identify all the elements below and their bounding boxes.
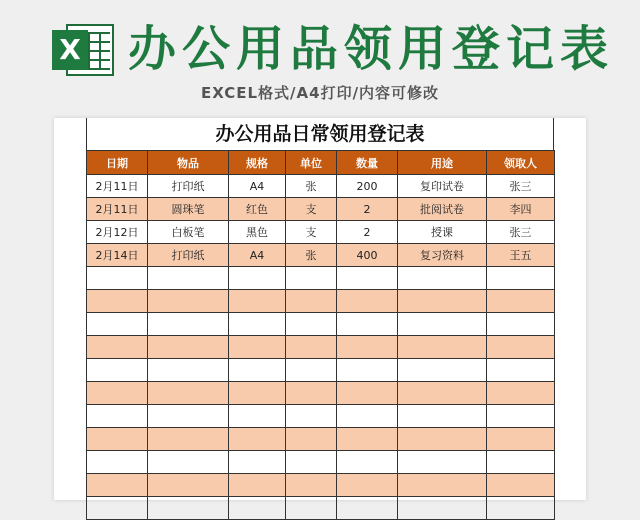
cell-item[interactable] bbox=[148, 405, 229, 428]
table-row bbox=[87, 244, 555, 267]
cell-item[interactable] bbox=[148, 313, 229, 336]
cell-spec[interactable] bbox=[229, 267, 286, 290]
cell-quantity[interactable]: 200 bbox=[337, 175, 398, 198]
table-row bbox=[87, 221, 555, 244]
col-header-recipient[interactable]: 领取人 bbox=[487, 151, 555, 175]
cell-purpose[interactable]: 授课 bbox=[398, 221, 487, 244]
cell-recipient[interactable] bbox=[487, 451, 555, 474]
col-header-spec[interactable]: 规格 bbox=[229, 151, 286, 175]
table-row bbox=[87, 405, 555, 428]
cell-spec[interactable] bbox=[229, 405, 286, 428]
banner bbox=[0, 0, 640, 112]
cell-quantity[interactable] bbox=[337, 359, 398, 382]
cell-date[interactable] bbox=[87, 451, 148, 474]
cell-unit[interactable]: 支 bbox=[286, 221, 337, 244]
cell-item[interactable]: 打印纸 bbox=[148, 244, 229, 267]
cell-item[interactable]: 圆珠笔 bbox=[148, 198, 229, 221]
cell-spec[interactable] bbox=[229, 290, 286, 313]
col-header-date[interactable]: 日期 bbox=[87, 151, 148, 175]
cell-recipient[interactable] bbox=[487, 474, 555, 497]
cell-date[interactable] bbox=[87, 313, 148, 336]
cell-quantity[interactable] bbox=[337, 313, 398, 336]
cell-unit[interactable] bbox=[286, 359, 337, 382]
cell-item[interactable] bbox=[148, 290, 229, 313]
table-row bbox=[87, 313, 555, 336]
cell-unit[interactable]: 张 bbox=[286, 244, 337, 267]
cell-spec[interactable] bbox=[229, 359, 286, 382]
cell-purpose[interactable] bbox=[398, 336, 487, 359]
excel-badge: X bbox=[52, 30, 88, 70]
sheet-title: 办公用品日常领用登记表 bbox=[86, 118, 554, 150]
cell-recipient[interactable] bbox=[487, 336, 555, 359]
cell-quantity[interactable]: 2 bbox=[337, 198, 398, 221]
spreadsheet-page bbox=[54, 118, 586, 500]
cell-spec[interactable] bbox=[229, 474, 286, 497]
cell-recipient[interactable]: 王五 bbox=[487, 244, 555, 267]
cell-unit[interactable] bbox=[286, 290, 337, 313]
cell-unit[interactable] bbox=[286, 313, 337, 336]
cell-recipient[interactable] bbox=[487, 267, 555, 290]
table-row bbox=[87, 290, 555, 313]
cell-date[interactable] bbox=[87, 474, 148, 497]
col-header-unit[interactable]: 单位 bbox=[286, 151, 337, 175]
cell-purpose[interactable]: 复习资料 bbox=[398, 244, 487, 267]
cell-unit[interactable] bbox=[286, 428, 337, 451]
cell-date[interactable] bbox=[87, 336, 148, 359]
col-header-purpose[interactable]: 用途 bbox=[398, 151, 487, 175]
cell-quantity[interactable] bbox=[337, 290, 398, 313]
table-row bbox=[87, 451, 555, 474]
cell-unit[interactable]: 张 bbox=[286, 175, 337, 198]
cell-purpose[interactable] bbox=[398, 267, 487, 290]
cell-unit[interactable] bbox=[286, 474, 337, 497]
cell-recipient[interactable]: 李四 bbox=[487, 198, 555, 221]
cell-unit[interactable] bbox=[286, 336, 337, 359]
cell-purpose[interactable]: 批阅试卷 bbox=[398, 198, 487, 221]
cell-quantity[interactable]: 2 bbox=[337, 221, 398, 244]
cell-spec[interactable]: A4 bbox=[229, 175, 286, 198]
cell-recipient[interactable] bbox=[487, 428, 555, 451]
table-row bbox=[87, 474, 555, 497]
excel-logo-icon bbox=[52, 22, 116, 78]
table-row bbox=[87, 382, 555, 405]
cell-unit[interactable] bbox=[286, 382, 337, 405]
cell-date[interactable]: 2月11日 bbox=[87, 175, 148, 198]
cell-item[interactable] bbox=[148, 474, 229, 497]
cell-purpose[interactable] bbox=[398, 290, 487, 313]
cell-date[interactable] bbox=[87, 290, 148, 313]
cell-purpose[interactable] bbox=[398, 382, 487, 405]
cell-recipient[interactable] bbox=[487, 290, 555, 313]
cell-date[interactable]: 2月12日 bbox=[87, 221, 148, 244]
cell-purpose[interactable]: 复印试卷 bbox=[398, 175, 487, 198]
table-row bbox=[87, 267, 555, 290]
cell-item[interactable] bbox=[148, 382, 229, 405]
cell-quantity[interactable] bbox=[337, 405, 398, 428]
table-row bbox=[87, 428, 555, 451]
cell-item[interactable] bbox=[148, 267, 229, 290]
cell-date[interactable] bbox=[87, 359, 148, 382]
cell-unit[interactable] bbox=[286, 405, 337, 428]
table-row bbox=[87, 336, 555, 359]
cell-date[interactable] bbox=[87, 382, 148, 405]
cell-recipient[interactable] bbox=[487, 405, 555, 428]
cell-purpose[interactable] bbox=[398, 405, 487, 428]
cell-item[interactable] bbox=[148, 451, 229, 474]
cell-quantity[interactable] bbox=[337, 336, 398, 359]
cell-spec[interactable] bbox=[229, 451, 286, 474]
register-table bbox=[86, 150, 555, 520]
header-row bbox=[87, 151, 555, 175]
cell-quantity[interactable] bbox=[337, 451, 398, 474]
cell-quantity[interactable] bbox=[337, 382, 398, 405]
cell-spec[interactable] bbox=[229, 313, 286, 336]
cell-recipient[interactable]: 张三 bbox=[487, 221, 555, 244]
banner-title: 办公用品领用登记表 bbox=[128, 21, 615, 77]
cell-spec[interactable] bbox=[229, 382, 286, 405]
cell-spec[interactable] bbox=[229, 336, 286, 359]
table-row bbox=[87, 198, 555, 221]
table-row bbox=[87, 175, 555, 198]
cell-spec[interactable]: 红色 bbox=[229, 198, 286, 221]
col-header-item[interactable]: 物品 bbox=[148, 151, 229, 175]
cell-quantity[interactable] bbox=[337, 428, 398, 451]
cell-date[interactable]: 2月11日 bbox=[87, 198, 148, 221]
cell-purpose[interactable] bbox=[398, 359, 487, 382]
cell-item[interactable] bbox=[148, 336, 229, 359]
cell-item[interactable]: 白板笔 bbox=[148, 221, 229, 244]
cell-quantity[interactable]: 400 bbox=[337, 244, 398, 267]
cell-date[interactable] bbox=[87, 428, 148, 451]
table-row bbox=[87, 359, 555, 382]
col-header-quantity[interactable]: 数量 bbox=[337, 151, 398, 175]
cell-date[interactable]: 2月14日 bbox=[87, 244, 148, 267]
cell-spec[interactable] bbox=[229, 428, 286, 451]
cell-spec[interactable]: A4 bbox=[229, 244, 286, 267]
cell-quantity[interactable] bbox=[337, 267, 398, 290]
table-body bbox=[87, 175, 555, 520]
cell-item[interactable] bbox=[148, 428, 229, 451]
cell-date[interactable] bbox=[87, 267, 148, 290]
cell-recipient[interactable]: 张三 bbox=[487, 175, 555, 198]
cell-recipient[interactable] bbox=[487, 382, 555, 405]
banner-subtitle: EXCEL格式/A4打印/内容可修改 bbox=[200, 84, 440, 102]
cell-recipient[interactable] bbox=[487, 313, 555, 336]
cell-date[interactable] bbox=[87, 405, 148, 428]
cell-purpose[interactable] bbox=[398, 474, 487, 497]
cell-item[interactable] bbox=[148, 359, 229, 382]
cell-purpose[interactable] bbox=[398, 313, 487, 336]
cell-quantity[interactable] bbox=[337, 474, 398, 497]
cell-recipient[interactable] bbox=[487, 359, 555, 382]
cell-unit[interactable] bbox=[286, 451, 337, 474]
cell-spec[interactable]: 黑色 bbox=[229, 221, 286, 244]
cell-item[interactable]: 打印纸 bbox=[148, 175, 229, 198]
cell-purpose[interactable] bbox=[398, 451, 487, 474]
cell-unit[interactable]: 支 bbox=[286, 198, 337, 221]
cell-unit[interactable] bbox=[286, 267, 337, 290]
cell-purpose[interactable] bbox=[398, 428, 487, 451]
